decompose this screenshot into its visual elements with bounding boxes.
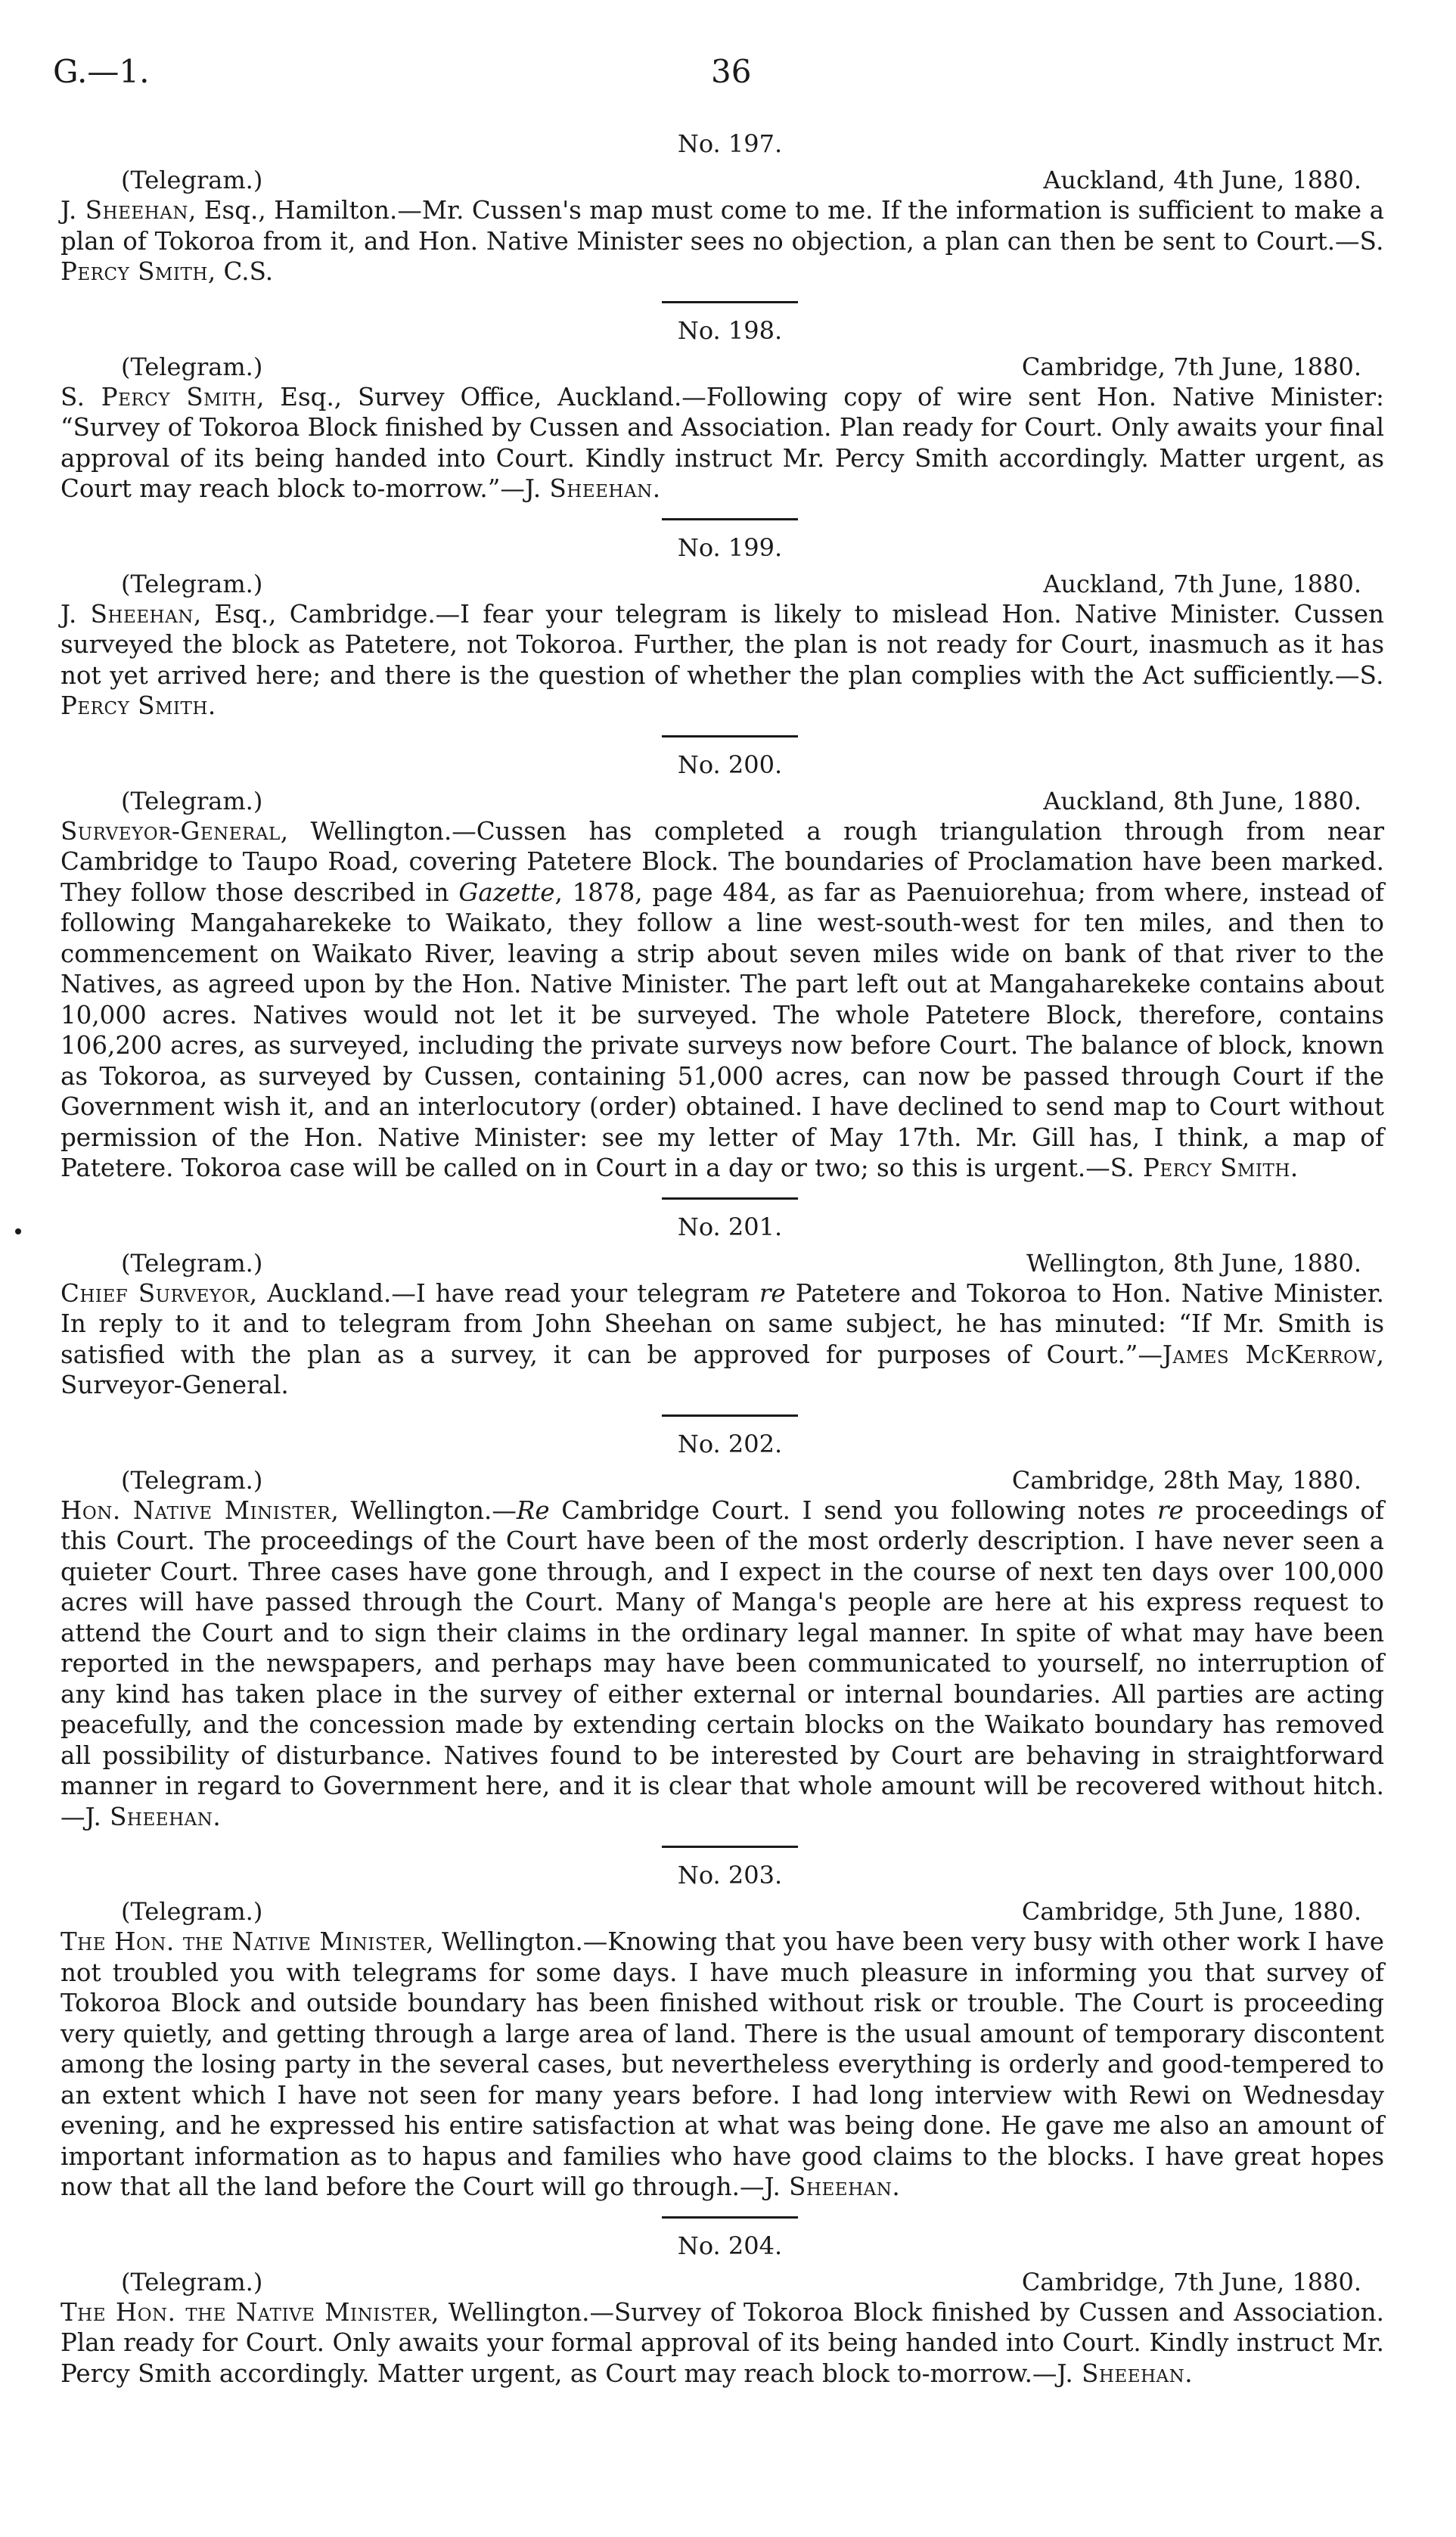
- entry-signature: J. Sheehan: [1057, 2358, 1185, 2388]
- entry-text: , 1878, page 484, as far as Paenuiorehua; from where, instead of following Mangaharekeke to Waikato, they follow a line west-south-west for ten miles, and then to commencement on Waikato River, leaving a strip about seven miles wide on bank of that river to the Natives, as agreed upon by the Hon. Native Minister. The part left out at Mangaharekeke contains about 10,000 acres. Natives would not let it be surveyed. The whole Patetere Block, therefore, contains 106,200 acres, as surveyed, including the private surveys now before Court. The balance of block, known as Tokoroa, as surveyed by Cussen, containing 51,000 acres, can now be passed through Court if the Government wish it, and an interlocutory (order) obtained. I have declined to send map to Court without permission of the Hon. Native Minister: see my letter of May 17th. Mr. Gill has, I think, a map of Patetere. Tokoroa case will be called on in Court in a day or two; so this is urgent.—: [61, 877, 1384, 1182]
- entry-text: , Esq., Cambridge.—I fear your telegram is likely to mislead Hon. Native Minister. Cussen surveyed the block as Patetere, not Tokoroa. Further, the plan is not ready for Court, inasmuch as it has not yet arrived here; and there is the question of whether the plan complies with the Act sufficiently.—: [61, 599, 1384, 690]
- entry-addressee: The Hon. the Native Minister: [61, 1927, 427, 1956]
- entry-body: [61, 1495, 1384, 1833]
- entry-kind: (Telegram.): [121, 1897, 263, 1926]
- section-divider: [662, 2216, 798, 2219]
- entry-number: No. 203.: [677, 1861, 783, 1890]
- telegram-entry-204: [61, 2231, 1384, 2390]
- entry-text: Patetere and Tokoroa to Hon. Native Minister. In reply to it and to telegram from John Sheehan on same subject, he has minuted: “If Mr. Smith is satisfied with the plan as a survey, it can be approved for purposes of Court.”—: [61, 1278, 1384, 1369]
- entry-text: , Wellington.—Cussen has completed a rough triangulation through from near Cambridge to Taupo Road, covering Patetere Block. The boundaries of Proclamation have been marked. They follow those described in: [61, 816, 1384, 907]
- entry-signature: J. Sheehan: [85, 1802, 213, 1831]
- entry-number: No. 204.: [677, 2231, 783, 2260]
- entry-addressee: Hon. Native Minister: [61, 1495, 331, 1525]
- entry-kind: (Telegram.): [121, 1465, 263, 1495]
- telegram-entry-203: [61, 1860, 1384, 2203]
- entry-text: proceedings of this Court. The proceedings of the Court have been of the most orderly description. I have never seen a quieter Court. Three cases have gone through, and I expect in the course of next ten days over 100,000 acres will have passed through the Court. Many of Manga's people are here at his express request to attend the Court and to sign their claims in the ordinary legal manner. In spite of what may have been reported in the newspapers, and perhaps may have been communicated to yourself, no interruption of any kind has taken place in the survey of either external or internal boundaries. All parties are acting peacefully, and the concession made by extending certain blocks on the Waikato boundary has removed all possibility of disturbance. Natives found to be interested by Court are behaving in straightforward manner in regard to Government here, and it is clear that whole amount will be recovered without hitch.—: [61, 1495, 1384, 1831]
- entry-text: , Wellington.—Knowing that you have been very busy with other work I have not troubled you with telegrams for some days. I have much pleasure in informing you that survey of Tokoroa Block and outside boundary has been finished without risk or trouble. The Court is proceeding very quietly, and getting through a large area of land. There is the usual amount of temporary discontent among the losing party in the several cases, but nevertheless everything is orderly and good-tempered to an extent which I have not seen for many years before. I had long interview with Rewi on Wednesday evening, and he expressed his entire satisfaction at what was being done. He gave me also an amount of important information as to hapus and families who have good claims to the blocks. I have great hopes now that all the land before the Court will go through.—: [61, 1927, 1384, 2201]
- entry-body: [61, 816, 1384, 1184]
- entry-suffix: , C.S.: [207, 257, 274, 286]
- entry-italic-term: re: [759, 1278, 786, 1308]
- entry-kind: (Telegram.): [121, 166, 263, 194]
- entry-place-date: Cambridge, 7th June, 1880.: [1021, 352, 1361, 381]
- entry-signature: James McKerrow: [1162, 1340, 1377, 1369]
- entry-signature: S. Percy Smith: [61, 660, 1384, 720]
- entry-suffix: .: [652, 474, 661, 503]
- entry-suffix: .: [207, 691, 216, 720]
- entry-kind: (Telegram.): [121, 352, 263, 381]
- entry-text: , Esq., Survey Office, Auckland.—Following copy of wire sent Hon. Native Minister: “Survey of Tokoroa Block finished by Cussen and Association. Plan ready for Court. Only awaits your final approval of its being handed into Court. Kindly instruct Mr. Percy Smith accordingly. Matter urgent, as Court may reach block to-morrow.”—: [61, 382, 1385, 503]
- entry-place-date: Wellington, 8th June, 1880.: [1026, 1248, 1361, 1278]
- entry-kind: (Telegram.): [121, 1248, 263, 1278]
- entry-number: No. 198.: [677, 315, 783, 345]
- page-header: [53, 53, 1384, 98]
- entry-body: [61, 382, 1384, 505]
- entry-meta: [61, 2267, 1384, 2297]
- entry-meta: [61, 1248, 1384, 1278]
- entry-suffix: , Surveyor-General.: [61, 1340, 1384, 1399]
- entry-body: [61, 195, 1384, 287]
- entry-italic-term: Gazette: [458, 877, 555, 907]
- section-divider: [662, 1197, 798, 1200]
- section-divider: [662, 735, 798, 738]
- entry-place-date: Cambridge, 28th May, 1880.: [1011, 1465, 1361, 1495]
- page-number: 36: [711, 53, 752, 90]
- entry-signature: S. Percy Smith: [1110, 1154, 1290, 1182]
- entry-place-date: Auckland, 4th June, 1880.: [1043, 166, 1361, 194]
- entry-kind: (Telegram.): [121, 2267, 263, 2296]
- entry-meta: [61, 352, 1384, 382]
- entry-addressee: J. Sheehan: [61, 196, 188, 225]
- entry-body: [61, 599, 1384, 722]
- telegram-entry-202: [61, 1429, 1384, 1833]
- entry-kind: (Telegram.): [121, 569, 263, 598]
- section-divider: [662, 1414, 798, 1417]
- entry-suffix: .: [1290, 1154, 1299, 1182]
- entry-place-date: Cambridge, 5th June, 1880.: [1021, 1897, 1361, 1926]
- entry-addressee: S. Percy Smith: [61, 382, 257, 411]
- entry-number: No. 200.: [677, 750, 783, 779]
- entry-number: No. 201.: [677, 1212, 783, 1241]
- paper-reference: G.—1.: [53, 53, 150, 90]
- entry-body: [61, 1927, 1384, 2203]
- entry-number: No. 202.: [677, 1429, 783, 1458]
- entry-meta: [61, 786, 1384, 816]
- entry-text: , Auckland.—I have read your telegram: [249, 1278, 759, 1308]
- entry-text: Cambridge Court. I send you following notes: [549, 1495, 1157, 1525]
- entry-signature: J. Sheehan: [764, 2172, 893, 2201]
- entry-number: No. 199.: [677, 533, 783, 562]
- entry-meta: [61, 1465, 1384, 1495]
- entry-body: [61, 2297, 1384, 2390]
- entry-italic-term: Re: [516, 1495, 550, 1525]
- entry-place-date: Cambridge, 7th June, 1880.: [1021, 2267, 1361, 2296]
- entry-addressee: Surveyor-General: [61, 816, 281, 846]
- entry-text: , Esq., Hamilton.—Mr. Cussen's map must come to me. If the information is sufficient to make a plan of Tokoroa from it, and Hon. Native Minister sees no objection, a plan can then be sent to Court.—: [61, 196, 1384, 256]
- telegram-entry-200: [61, 750, 1384, 1184]
- telegram-list: [61, 129, 1384, 2389]
- entry-place-date: Auckland, 8th June, 1880.: [1043, 786, 1361, 815]
- margin-dot: [15, 1228, 21, 1234]
- entry-text: , Wellington.—: [331, 1495, 517, 1525]
- entry-italic-term: re: [1156, 1495, 1184, 1525]
- entry-text: , Wellington.—Survey of Tokoroa Block finished by Cussen and Association. Plan ready for Court. Only awaits your formal approval of its being handed into Court. Kindly instruct Mr. Percy Smith accordingly. Matter urgent, as Court may reach block to-morrow.—: [61, 2297, 1384, 2388]
- entry-place-date: Auckland, 7th June, 1880.: [1043, 569, 1361, 598]
- telegram-entry-201: [61, 1212, 1384, 1401]
- entry-meta: [61, 1896, 1384, 1927]
- telegram-entry-198: [61, 315, 1384, 505]
- entry-suffix: .: [1184, 2358, 1193, 2388]
- entry-addressee: J. Sheehan: [61, 599, 194, 629]
- entry-addressee: The Hon. the Native Minister: [61, 2297, 432, 2327]
- entry-kind: (Telegram.): [121, 786, 263, 815]
- telegram-entry-197: [61, 129, 1384, 287]
- entry-signature: S. Percy Smith: [61, 226, 1384, 286]
- entry-suffix: .: [892, 2172, 900, 2201]
- section-divider: [662, 1846, 798, 1848]
- entry-body: [61, 1278, 1384, 1401]
- entry-meta: [61, 165, 1384, 195]
- telegram-entry-199: [61, 533, 1384, 722]
- entry-suffix: .: [213, 1802, 221, 1831]
- entry-number: No. 197.: [677, 129, 783, 158]
- entry-meta: [61, 569, 1384, 599]
- entry-signature: J. Sheehan: [524, 474, 653, 503]
- section-divider: [662, 301, 798, 303]
- entry-addressee: Chief Surveyor: [61, 1278, 250, 1308]
- section-divider: [662, 518, 798, 520]
